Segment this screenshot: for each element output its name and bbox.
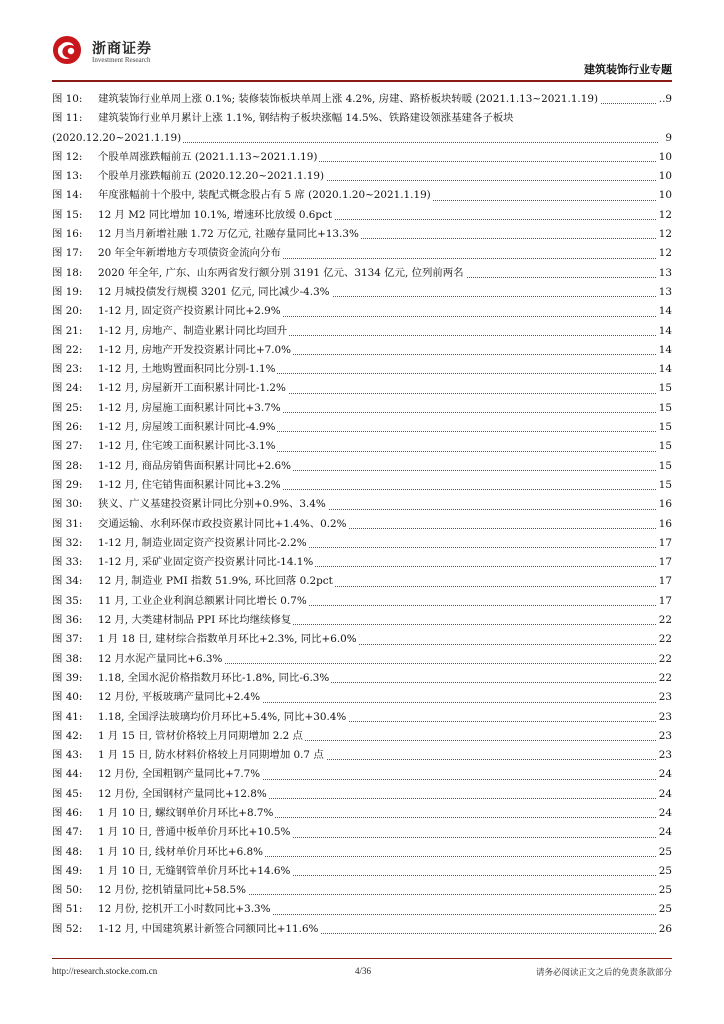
- toc-entry-label: [52, 575, 335, 587]
- figure-caption: 1-12 月, 采矿业固定资产投资累计同比-14.1%: [98, 556, 314, 569]
- toc-page-number: 17: [657, 553, 672, 572]
- toc-page-number: 14: [657, 360, 672, 379]
- figure-caption: 1 月 10 日, 螺纹钢单价月环比+8.7%: [98, 806, 274, 819]
- figure-number: 图 48:: [52, 845, 83, 858]
- toc-entry[interactable]: [52, 264, 672, 283]
- figure-caption: 12 月当月新增社融 1.72 万亿元, 社融存量同比+13.3%: [98, 228, 359, 241]
- toc-entry[interactable]: [52, 900, 672, 919]
- figure-caption: 12 月份, 平板玻璃产量同比+2.4%: [98, 691, 261, 704]
- toc-entry-label: [52, 903, 273, 915]
- figure-caption: 年度涨幅前十个股中, 装配式概念股占有 5 席 (2020.1.20~2021.1.19): [98, 189, 431, 202]
- toc-entry[interactable]: [52, 823, 672, 842]
- toc-entry-label: [52, 865, 292, 877]
- figure-number: 图 36:: [52, 614, 83, 627]
- header-divider: [52, 80, 672, 82]
- figure-number: 图 27:: [52, 440, 83, 453]
- toc-entry[interactable]: [52, 418, 672, 437]
- toc-page-number: 25: [657, 843, 672, 862]
- figure-caption: 12 月份, 全国粗钢产量同比+7.7%: [98, 768, 261, 781]
- report-title: 建筑装饰行业专题: [584, 63, 672, 76]
- figure-caption: 1-12 月, 住宅竣工面积累计同比-3.1%: [98, 440, 276, 453]
- figure-caption: 20 年全年新增地方专项债资金流向分布: [98, 247, 281, 260]
- figure-number: 图 17:: [52, 247, 83, 260]
- figure-caption: 1 月 10 日, 线材单价月环比+6.8%: [98, 845, 263, 858]
- footer-disclaimer: 请务必阅读正文之后的免责条款部分: [535, 968, 672, 978]
- figure-number: 图 43:: [52, 749, 83, 762]
- figure-caption: 1 月 10 日, 无缝钢管单价月环比+14.6%: [98, 864, 291, 877]
- toc-entry-label: [52, 112, 516, 124]
- figure-number: 图 19:: [52, 285, 83, 298]
- toc-page-number: 23: [657, 708, 672, 727]
- figure-caption: 12 月, 大类建材制品 PPI 环比均继续修复: [98, 614, 292, 627]
- figure-caption: 12 月份, 挖机销量同比+58.5%: [98, 884, 246, 897]
- toc-page-number: 9: [663, 129, 672, 148]
- figure-number: 图 14:: [52, 189, 83, 202]
- toc-page-number: 16: [657, 515, 672, 534]
- toc-entry-label: [52, 711, 348, 723]
- toc-entry[interactable]: [52, 206, 672, 225]
- figure-caption: 2020 年全年, 广东、山东两省发行额分别 3191 亿元、3134 亿元, 位列前两名: [98, 266, 464, 279]
- figure-caption: 1-12 月, 房屋新开工面积累计同比-1.2%: [98, 382, 286, 395]
- toc-entry[interactable]: [52, 476, 672, 495]
- figure-number: 图 22:: [52, 343, 83, 356]
- toc-entry[interactable]: [52, 765, 672, 784]
- toc-page-number: 15: [657, 476, 672, 495]
- toc-entry[interactable]: [52, 515, 672, 534]
- toc-page-number: 14: [657, 302, 672, 321]
- toc-page-number: 17: [657, 592, 672, 611]
- figure-number: 图 47:: [52, 826, 83, 839]
- toc-entry-label: [52, 518, 349, 530]
- figure-number: 图 31:: [52, 517, 83, 530]
- figure-caption: 建筑装饰行业单周上涨 0.1%; 装修装饰板块单周上涨 4.2%, 房建、路桥板块转暖 (2021.1.13~2021.1.19): [98, 93, 599, 105]
- toc-entry[interactable]: [52, 283, 672, 302]
- figure-caption: 1 月 10 日, 普通中板单价月环比+10.5%: [98, 826, 291, 839]
- figure-number: 图 50:: [52, 884, 83, 897]
- toc-entry[interactable]: [52, 302, 672, 321]
- toc-entry-label: [52, 151, 319, 163]
- figure-caption: 交通运输、水利环保市政投资累计同比+1.4%、0.2%: [98, 517, 347, 530]
- toc-entry[interactable]: [52, 650, 672, 669]
- toc-entry-label: [52, 807, 275, 819]
- figure-caption: 1-12 月, 房地产开发投资累计同比+7.0%: [98, 343, 292, 356]
- toc-entry-label: [52, 846, 265, 858]
- toc-page-number: 10: [657, 186, 672, 205]
- figure-caption: 12 月份, 挖机开工小时数同比+3.3%: [98, 903, 271, 916]
- figure-caption: 12 月份, 全国钢材产量同比+12.8%: [98, 787, 267, 800]
- toc-entry-label: [52, 421, 277, 433]
- toc-page-number: 17: [657, 534, 672, 553]
- toc-entry[interactable]: [52, 746, 672, 765]
- figure-number: 图 46:: [52, 806, 83, 819]
- toc-entry-label: [52, 402, 283, 414]
- toc-entry[interactable]: [52, 592, 672, 611]
- toc-page-number: ..9: [657, 90, 672, 109]
- toc-entry[interactable]: [52, 669, 672, 688]
- toc-page-number: 22: [657, 611, 672, 630]
- toc-page-number: 15: [657, 437, 672, 456]
- toc-entry[interactable]: [52, 109, 672, 128]
- figure-number: 图 35:: [52, 594, 83, 607]
- toc-entry[interactable]: [52, 437, 672, 456]
- toc-page-number: 10: [657, 167, 672, 186]
- toc-entry-label: [52, 633, 359, 645]
- toc-page-number: 26: [657, 920, 672, 939]
- toc-entry-label: [52, 730, 305, 742]
- figure-number: 图 21:: [52, 324, 83, 337]
- toc-entry[interactable]: [52, 553, 672, 572]
- figure-number: 图 15:: [52, 208, 83, 221]
- toc-page-number: 22: [657, 630, 672, 649]
- figure-number: 图 30:: [52, 498, 83, 511]
- toc-entry-label: [52, 344, 293, 356]
- toc-page-number: 25: [657, 862, 672, 881]
- toc-entry-label: [52, 209, 334, 221]
- figure-caption: 1-12 月, 房屋竣工面积累计同比-4.9%: [98, 421, 276, 434]
- toc-entry-label: [52, 189, 433, 201]
- toc-page-number: 25: [657, 881, 672, 900]
- toc-entry[interactable]: [52, 129, 672, 148]
- figure-caption: 1 月 18 日, 建材综合指数单月环比+2.3%, 同比+6.0%: [98, 633, 357, 646]
- toc-page-number: 13: [657, 283, 672, 302]
- figure-caption: 1-12 月, 土地购置面积同比分别-1.1%: [98, 363, 276, 376]
- zheshang-logo-icon: [52, 34, 82, 66]
- toc-entry[interactable]: [52, 322, 672, 341]
- figure-number: 图 23:: [52, 363, 83, 376]
- logo-text-en: Investment Research: [92, 56, 151, 64]
- toc-entry[interactable]: [52, 843, 672, 862]
- toc-entry-label: [52, 286, 332, 298]
- table-of-figures: [52, 90, 672, 939]
- toc-entry[interactable]: [52, 785, 672, 804]
- toc-entry[interactable]: [52, 379, 672, 398]
- toc-entry-label: [52, 826, 292, 838]
- figure-caption: 建筑装饰行业单月累计上涨 1.1%, 钢结构子板块涨幅 14.5%、铁路建设领涨基建各子板块: [98, 112, 514, 125]
- toc-page-number: 23: [657, 688, 672, 707]
- figure-caption: 12 月水泥产量同比+6.3%: [98, 652, 223, 665]
- figure-number: 图 16:: [52, 228, 83, 241]
- figure-caption: 12 月城投债发行规模 3201 亿元, 同比减少-4.3%: [98, 285, 330, 298]
- figure-number: 图 12:: [52, 150, 83, 163]
- figure-caption: 1-12 月, 住宅销售面积累计同比+3.2%: [98, 478, 281, 491]
- toc-entry[interactable]: [52, 167, 672, 186]
- figure-number: 图 52:: [52, 922, 83, 935]
- toc-entry[interactable]: [52, 920, 672, 939]
- figure-caption: 1 月 15 日, 防水材料价格较上月同期增加 0.7 点: [98, 749, 324, 762]
- toc-page-number: 17: [657, 572, 672, 591]
- footer-url[interactable]: http://research.stocke.com.cn: [52, 966, 158, 976]
- figure-number: 图 42:: [52, 729, 83, 742]
- figure-number: 图 32:: [52, 536, 83, 549]
- figure-number: 图 51:: [52, 903, 83, 916]
- toc-entry[interactable]: [52, 881, 672, 900]
- toc-entry[interactable]: [52, 399, 672, 418]
- footer-divider: [52, 958, 672, 959]
- figure-caption: 1-12 月, 房地产、制造业累计同比均回升: [98, 324, 288, 337]
- toc-entry[interactable]: [52, 862, 672, 881]
- toc-entry-label: [52, 325, 289, 337]
- toc-entry[interactable]: [52, 572, 672, 591]
- figure-number: 图 45:: [52, 787, 83, 800]
- figure-number: 图 44:: [52, 768, 83, 781]
- toc-entry-label: [52, 768, 262, 780]
- figure-number: 图 38:: [52, 652, 83, 665]
- toc-page-number: 12: [657, 225, 672, 244]
- figure-caption: 12 月, 制造业 PMI 指数 51.9%, 环比回落 0.2pct: [98, 575, 333, 588]
- toc-entry[interactable]: [52, 360, 672, 379]
- figure-number: 图 20:: [52, 305, 83, 318]
- figure-number: 图 40:: [52, 691, 83, 704]
- figure-number: 图 28:: [52, 459, 83, 472]
- toc-entry[interactable]: [52, 457, 672, 476]
- toc-entry-label: [52, 498, 328, 510]
- figure-number: 图 13:: [52, 170, 83, 183]
- figure-number: 图 24:: [52, 382, 83, 395]
- figure-number: 图 29:: [52, 478, 83, 491]
- toc-entry-label: [52, 247, 283, 259]
- toc-page-number: 24: [657, 765, 672, 784]
- toc-entry-label: [52, 363, 277, 375]
- figure-caption: 11 月, 工业企业利润总额累计同比增长 0.7%: [98, 594, 307, 607]
- toc-entry-label: [52, 537, 309, 549]
- page-number: 4/36: [355, 966, 372, 976]
- figure-number: 图 11:: [52, 112, 83, 125]
- figure-number: 图 10:: [52, 93, 83, 105]
- figure-caption: 1-12 月, 商品房销售面积累计同比+2.6%: [98, 459, 292, 472]
- toc-entry[interactable]: [52, 90, 672, 109]
- figure-caption: 1-12 月, 固定资产投资累计同比+2.9%: [98, 305, 281, 318]
- toc-entry[interactable]: [52, 688, 672, 707]
- figure-caption: 1.18, 全国浮法玻璃均价月环比+5.4%, 同比+30.4%: [98, 710, 347, 723]
- toc-entry[interactable]: [52, 534, 672, 553]
- toc-entry-label: [52, 595, 309, 607]
- figure-number: 图 37:: [52, 633, 83, 646]
- toc-page-number: 16: [657, 495, 672, 514]
- toc-page-number: 25: [657, 900, 672, 919]
- toc-entry[interactable]: [52, 708, 672, 727]
- toc-entry-label: [52, 132, 183, 144]
- figure-number: 图 39:: [52, 671, 83, 684]
- toc-page-number: 23: [657, 746, 672, 765]
- toc-entry[interactable]: [52, 186, 672, 205]
- toc-page-number: 23: [657, 727, 672, 746]
- figure-number: 图 18:: [52, 266, 83, 279]
- figure-caption: 1-12 月, 制造业固定资产投资累计同比-2.2%: [98, 536, 307, 549]
- toc-entry-label: [52, 170, 326, 182]
- toc-page-number: 24: [657, 785, 672, 804]
- toc-entry-label: [52, 653, 224, 665]
- toc-entry-label: [52, 440, 277, 452]
- toc-entry-label: [52, 305, 283, 317]
- figure-caption: 1 月 15 日, 管材价格较上月同期增加 2.2 点: [98, 729, 303, 742]
- toc-entry-label: [52, 672, 331, 684]
- toc-entry[interactable]: [52, 341, 672, 360]
- toc-page-number: 22: [657, 650, 672, 669]
- toc-page-number: 15: [657, 399, 672, 418]
- toc-page-number: 14: [657, 322, 672, 341]
- toc-entry[interactable]: [52, 148, 672, 167]
- figure-caption: (2020.12.20~2021.1.19): [52, 131, 182, 144]
- toc-entry-label: [52, 884, 248, 896]
- toc-page-number: 22: [657, 669, 672, 688]
- toc-page-number: 12: [657, 244, 672, 263]
- logo-text-cn: 浙商证券: [92, 41, 152, 57]
- figure-caption: 1-12 月, 中国建筑累计新签合同额同比+11.6%: [98, 922, 319, 935]
- figure-caption: 1-12 月, 房屋施工面积累计同比+3.7%: [98, 401, 281, 414]
- figure-number: 图 34:: [52, 575, 83, 588]
- toc-entry[interactable]: [52, 630, 672, 649]
- toc-page-number: 15: [657, 418, 672, 437]
- toc-page-number: 13: [657, 264, 672, 283]
- figure-number: 图 33:: [52, 556, 83, 569]
- toc-entry-label: [52, 923, 320, 935]
- toc-entry-label: [52, 382, 288, 394]
- figure-number: 图 25:: [52, 401, 83, 414]
- toc-entry[interactable]: [52, 727, 672, 746]
- toc-page-number: 14: [657, 341, 672, 360]
- toc-entry-label: [52, 691, 262, 703]
- toc-page-number: 15: [657, 379, 672, 398]
- figure-caption: 12 月 M2 同比增加 10.1%, 增速环比放缓 0.6pct: [98, 208, 333, 221]
- figure-number: 图 26:: [52, 421, 83, 434]
- toc-page-number: 24: [657, 804, 672, 823]
- toc-entry[interactable]: [52, 244, 672, 263]
- toc-entry-label: [52, 460, 293, 472]
- page-header: [52, 28, 672, 76]
- figure-number: 图 49:: [52, 864, 83, 877]
- toc-entry-label: [52, 749, 326, 761]
- toc-entry-label: [52, 556, 315, 568]
- toc-entry-label: [52, 93, 600, 105]
- toc-page-number: 15: [657, 457, 672, 476]
- toc-entry-label: [52, 228, 361, 240]
- toc-page-number: 24: [657, 823, 672, 842]
- toc-entry-label: [52, 788, 269, 800]
- toc-entry-label: [52, 479, 283, 491]
- toc-page-number: 10: [657, 148, 672, 167]
- figure-caption: 狭义、广义基建投资累计同比分别+0.9%、3.4%: [98, 498, 326, 511]
- toc-entry-label: [52, 614, 293, 626]
- figure-caption: 1.18, 全国水泥价格指数月环比-1.8%, 同比-6.3%: [98, 671, 330, 684]
- toc-entry[interactable]: [52, 611, 672, 630]
- figure-number: 图 41:: [52, 710, 83, 723]
- toc-entry[interactable]: [52, 225, 672, 244]
- figure-caption: 个股单周涨跌幅前五 (2021.1.13~2021.1.19): [98, 150, 318, 163]
- toc-entry-label: [52, 267, 466, 279]
- figure-caption: 个股单月涨跌幅前五 (2020.12.20~2021.1.19): [98, 170, 325, 183]
- toc-entry[interactable]: [52, 495, 672, 514]
- toc-page-number: 12: [657, 206, 672, 225]
- toc-entry[interactable]: [52, 804, 672, 823]
